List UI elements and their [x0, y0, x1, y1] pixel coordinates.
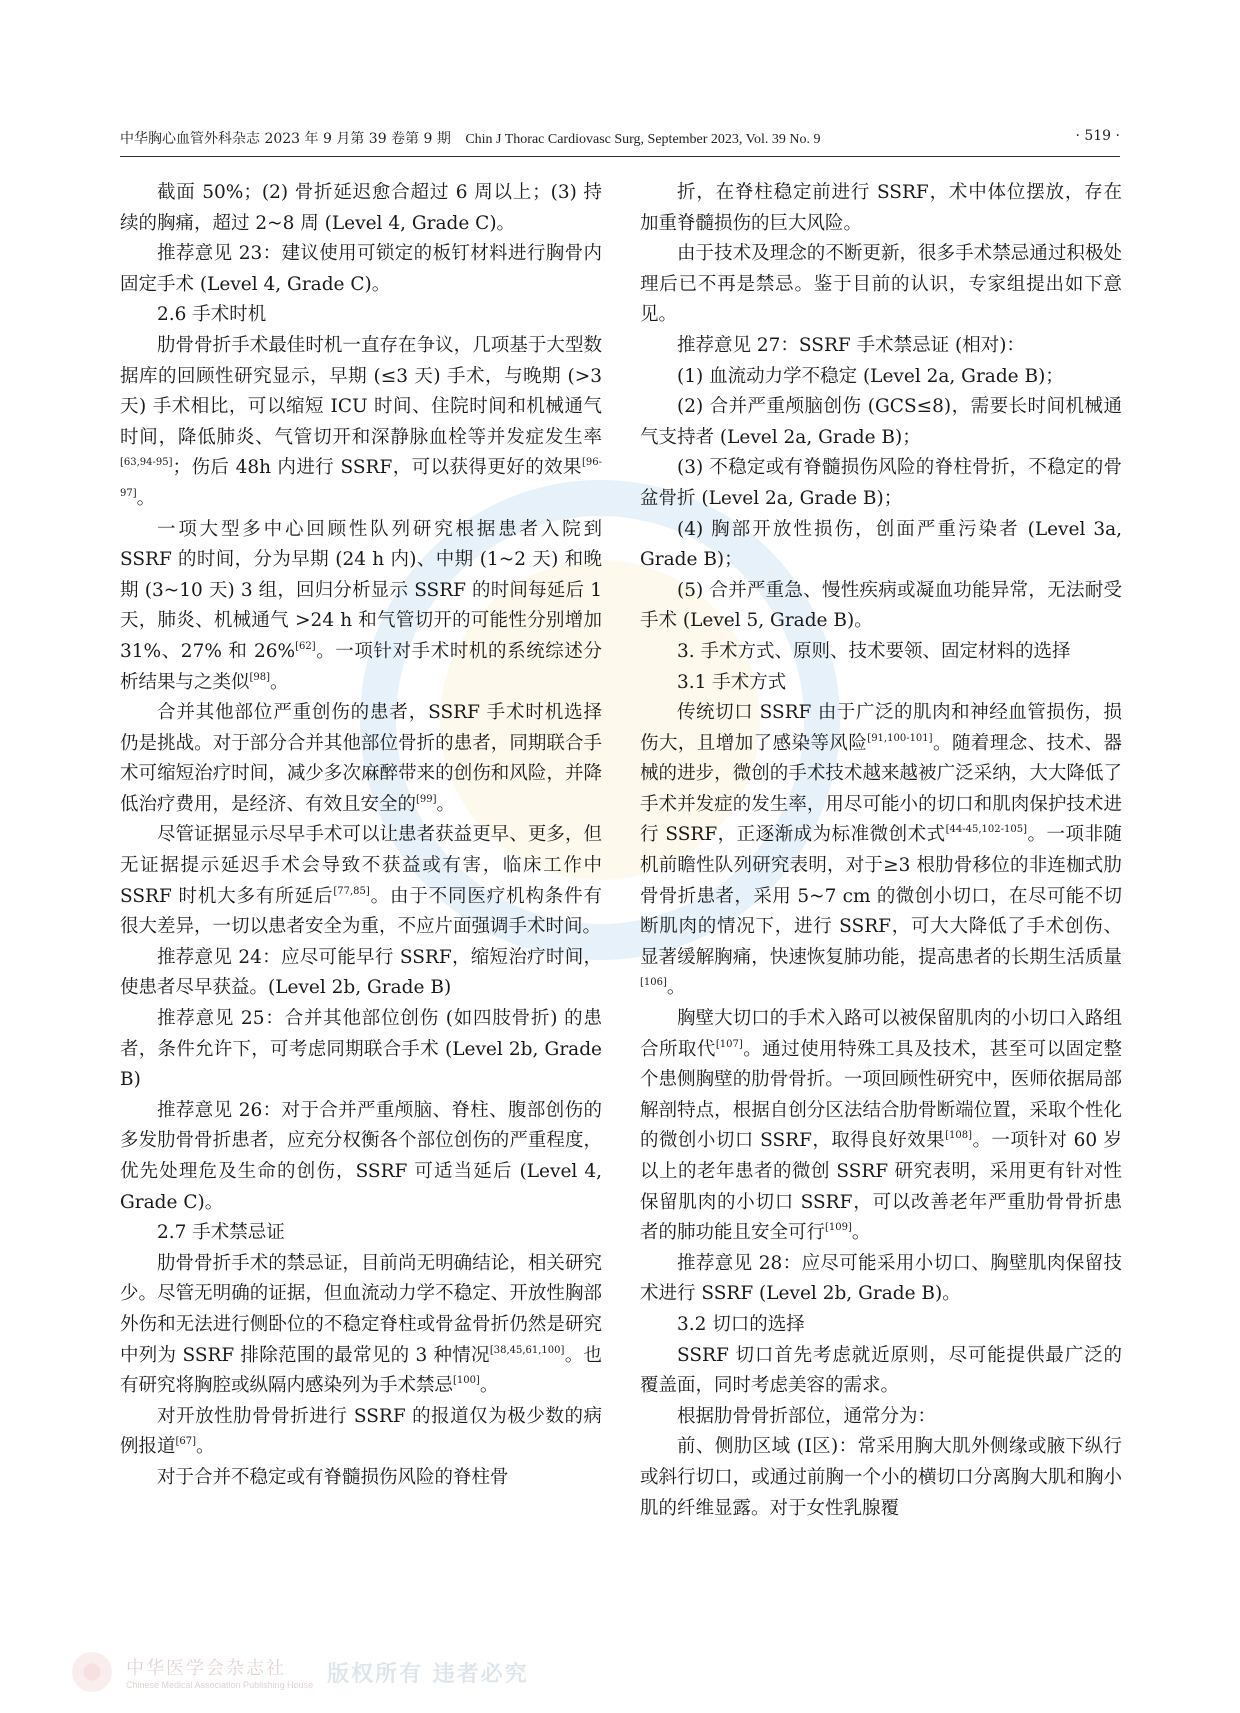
- paragraph-text: 推荐意见 24：应尽可能早行 SSRF，缩短治疗时间，使患者尽早获益。(Level 2b, Grade B): [120, 946, 602, 999]
- paragraph: [640, 1249, 1122, 1310]
- left-column: [120, 178, 602, 1494]
- paragraph-text: 。随着理念、技术、器械的进步，微创的手术技术越来越被广泛采纳，大大降低了手术并发症的发生率，用尽可能小的切口和肌肉保护技术进行 SSRF，正逐渐成为标准微创术式: [640, 732, 1122, 846]
- journal-citation: [120, 128, 820, 148]
- citation-ref: [62]: [295, 640, 316, 652]
- paragraph: [640, 1004, 1122, 1249]
- paragraph-text: 对于合并不稳定或有脊髓损伤风险的脊柱骨: [157, 1466, 509, 1488]
- paragraph: [120, 820, 602, 942]
- paragraph: [120, 943, 602, 1004]
- paragraph: [640, 1341, 1122, 1402]
- citation-ref: [91,100-101]: [867, 732, 933, 744]
- paragraph-text: (3) 不稳定或有脊髓损伤风险的脊柱骨折，不稳定的骨盆骨折 (Level 2a, Grade B)；: [640, 457, 1122, 509]
- paragraph-text: 。由于不同医疗机构条件有很大差异，一切以患者安全为重，不应片面强调手术时间。: [120, 885, 602, 938]
- paragraph: [640, 515, 1122, 576]
- paragraph-text: 对开放性肋骨骨折进行 SSRF 的报道仅为极少数的病例报道: [120, 1405, 602, 1458]
- paragraph: [640, 453, 1122, 514]
- paragraph-text: 。一项针对 60 岁以上的老年患者的微创 SSRF 研究表明，采用更有针对性保留肌肉的小切口 SSRF，可以改善老年严重肋骨骨折患者的肺功能且安全可行: [640, 1130, 1122, 1244]
- paragraph: [640, 576, 1122, 637]
- publisher-footer: [72, 1648, 592, 1696]
- citation-ref: [99]: [416, 793, 437, 805]
- paragraph-text: 。: [270, 671, 289, 693]
- running-header: [120, 128, 1120, 157]
- citation-ref: [44-45,102-105]: [945, 824, 1027, 836]
- citation-ref: [98]: [249, 671, 271, 683]
- citation-ref: [106]: [640, 977, 667, 989]
- paragraph-text: 。: [136, 487, 156, 509]
- paragraph: [640, 668, 1122, 699]
- paragraph-text: 3.2 切口的选择: [677, 1313, 805, 1335]
- paragraph-text: 推荐意见 27：SSRF 手术禁忌证 (相对)：: [677, 334, 1025, 356]
- paragraph-text: (5) 合并严重急、慢性疾病或凝血功能异常，无法耐受手术 (Level 5, Grade B)。: [640, 579, 1122, 632]
- paragraph: [640, 1402, 1122, 1433]
- citation-ref: [109]: [825, 1222, 852, 1234]
- paragraph-text: 折，在脊柱稳定前进行 SSRF，术中体位摆放，存在加重脊髓损伤的巨大风险。: [640, 182, 1122, 234]
- paragraph-text: 合并其他部位严重创伤的患者，SSRF 手术时机选择仍是挑战。对于部分合并其他部位骨折的患者，同期联合手术可缩短治疗时间，减少多次麻醉带来的创伤和风险，并降低治疗费用，是经济、有效且安全的: [120, 702, 602, 815]
- paragraph-text: 胸壁大切口的手术入路可以被保留肌肉的小切口入路组合所取代: [640, 1008, 1122, 1060]
- publisher-name-cn: 中华医学会杂志社: [126, 1658, 286, 1679]
- paragraph-text: 3. 手术方式、原则、技术要领、固定材料的选择: [677, 640, 1071, 662]
- paragraph: [120, 1249, 602, 1402]
- paragraph-text: 推荐意见 23：建议使用可锁定的板钉材料进行胸骨内固定手术 (Level 4, Grade C)。: [120, 243, 602, 295]
- paragraph: [640, 698, 1122, 1004]
- paragraph-text: 一项大型多中心回顾性队列研究根据患者入院到 SSRF 的时间，分为早期 (24 h 内)、中期 (1~2 天) 和晚期 (3~10 天) 3 组，回归分析显示 SSRF 的时间每延后 1 天，肺炎、机械通气 >24 h 和气管切开的可能性分别增加 31%、27% 和 26%: [120, 518, 602, 662]
- paragraph-text: 2.7 手术禁忌证: [157, 1222, 285, 1244]
- citation-ref: [63,94-95]: [120, 457, 173, 469]
- paragraph: [120, 1463, 602, 1494]
- paragraph: [640, 1310, 1122, 1341]
- paragraph: [120, 300, 602, 331]
- paragraph-text: 。一项非随机前瞻性队列研究表明，对于≥3 根肋骨移位的非连枷式肋骨骨折患者，采用 5~7 cm 的微创小切口，在尽可能不切断肌肉的情况下，进行 SSRF，可大大降低了手术创伤、显著缓解胸痛，快速恢复肺功能，提高患者的长期生活质量: [640, 824, 1122, 968]
- citation-ref: [108]: [945, 1130, 972, 1142]
- citation-ref: [107]: [715, 1038, 743, 1050]
- paragraph-text: 由于技术及理念的不断更新，很多手术禁忌通过积极处理后已不再是禁忌。鉴于目前的认识，专家组提出如下意见。: [640, 243, 1122, 326]
- citation-ref: [96-97]: [120, 457, 602, 499]
- paragraph-text: 3.1 手术方式: [677, 671, 787, 693]
- paragraph: [120, 698, 602, 820]
- paragraph: [120, 1096, 602, 1218]
- paragraph-text: 截面 50%；(2) 骨折延迟愈合超过 6 周以上；(3) 持续的胸痛，超过 2~8 周 (Level 4, Grade C)。: [120, 182, 602, 234]
- publisher-logo-icon: [72, 1652, 112, 1692]
- paragraph: [120, 239, 602, 300]
- paragraph-text: 。通过使用特殊工具及技术，甚至可以固定整个患侧胸壁的肋骨骨折。一项回顾性研究中，医师依据局部解剖特点，根据自创分区法结合肋骨断端位置，采取个性化的微创小切口 SSRF，取得良好效果: [640, 1038, 1122, 1152]
- paragraph: [120, 1218, 602, 1249]
- page-number: · 519 ·: [1075, 128, 1120, 144]
- paragraph-text: 。: [851, 1222, 871, 1244]
- paragraph: [120, 1004, 602, 1096]
- paragraph-text: 。: [666, 977, 686, 999]
- paragraph-text: 前、侧肋区域 (Ⅰ区)：常采用胸大肌外侧缘或腋下纵行或斜行切口，或通过前胸一个小的横切口分离胸大肌和胸小肌的纤维显露。对于女性乳腺覆: [640, 1436, 1122, 1519]
- paragraph: [640, 637, 1122, 668]
- paragraph-text: 推荐意见 25：合并其他部位创伤 (如四肢骨折) 的患者，条件允许下，可考虑同期联合手术 (Level 2b, Grade B): [120, 1008, 602, 1091]
- paragraph-text: ；伤后 48h 内进行 SSRF，可以获得更好的效果: [172, 457, 582, 479]
- paragraph-text: 肋骨骨折手术的禁忌证，目前尚无明确结论，相关研究少。尽管无明确的证据，但血流动力学不稳定、开放性胸部外伤和无法进行侧卧位的不稳定脊柱或骨盆骨折仍然是研究中列为 SSRF 排除范围的最常见的 3 种情况: [120, 1252, 602, 1366]
- paragraph-text: 肋骨骨折手术最佳时机一直存在争议，几项基于大型数据库的回顾性研究显示，早期 (≤3 天) 手术，与晚期 (>3 天) 手术相比，可以缩短 ICU 时间、住院时间和机械通气时间，降低肺炎、气管切开和深静脉血栓等并发症发生率: [120, 334, 602, 448]
- paragraph-text: 。也有研究将胸腔或纵隔内感染列为手术禁忌: [120, 1344, 602, 1397]
- paragraph-text: 。一项针对手术时机的系统综述分析结果与之类似: [120, 640, 602, 693]
- paragraph: [120, 331, 602, 515]
- citation-ref: [67]: [175, 1436, 197, 1448]
- journal-name-cn: 中华胸心血管外科杂志 2023 年 9 月第 39 卷第 9 期: [120, 131, 451, 147]
- journal-name-en: Chin J Thorac Cardiovasc Surg, September 2023, Vol. 39 No. 9: [465, 132, 821, 147]
- paragraph: [640, 178, 1122, 239]
- paragraph-text: 。: [196, 1436, 215, 1458]
- paragraph: [120, 515, 602, 699]
- paragraph-text: 尽管证据显示尽早手术可以让患者获益更早、更多，但无证据提示延迟手术会导致不获益或有害，临床工作中 SSRF 时机大多有所延后: [120, 824, 602, 907]
- paragraph-text: 2.6 手术时机: [157, 304, 267, 326]
- paragraph-text: 传统切口 SSRF 由于广泛的肌肉和神经血管损伤，损伤大，且增加了感染等风险: [640, 702, 1122, 754]
- citation-ref: [77,85]: [333, 885, 370, 897]
- copyright-watermark: 版权所有 违者必究: [327, 1661, 529, 1687]
- paragraph-text: (4) 胸部开放性损伤，创面严重污染者 (Level 3a, Grade B)；: [640, 518, 1122, 571]
- paragraph-text: 。: [479, 1375, 499, 1397]
- publisher-name-en: Chinese Medical Association Publishing House: [126, 1680, 314, 1690]
- paragraph-text: 。: [436, 793, 456, 815]
- right-column: [640, 178, 1122, 1524]
- paragraph: [120, 178, 602, 239]
- paragraph-text: 推荐意见 26：对于合并严重颅脑、脊柱、腹部创伤的多发肋骨骨折患者，应充分权衡各个部位创伤的严重程度，优先处理危及生命的创伤，SSRF 可适当延后 (Level 4, Grade C)。: [120, 1099, 602, 1213]
- paragraph: [640, 362, 1122, 393]
- paragraph: [120, 1402, 602, 1463]
- publisher-name: [126, 1654, 313, 1690]
- citation-ref: [38,45,61,100]: [489, 1344, 565, 1356]
- paragraph: [640, 239, 1122, 331]
- citation-ref: [100]: [453, 1375, 480, 1387]
- paragraph-text: (2) 合并严重颅脑创伤 (GCS≤8)，需要长时间机械通气支持者 (Level 2a, Grade B)；: [640, 396, 1122, 448]
- paragraph-text: 推荐意见 28：应尽可能采用小切口、胸壁肌肉保留技术进行 SSRF (Level 2b, Grade B)。: [640, 1252, 1122, 1305]
- paragraph: [640, 1432, 1122, 1524]
- paragraph-text: (1) 血流动力学不稳定 (Level 2a, Grade B)；: [677, 365, 1064, 387]
- paragraph-text: SSRF 切口首先考虑就近原则，尽可能提供最广泛的覆盖面，同时考虑美容的需求。: [640, 1344, 1122, 1397]
- paragraph: [640, 331, 1122, 362]
- paragraph-text: 根据肋骨骨折部位，通常分为：: [677, 1405, 937, 1427]
- paragraph: [640, 392, 1122, 453]
